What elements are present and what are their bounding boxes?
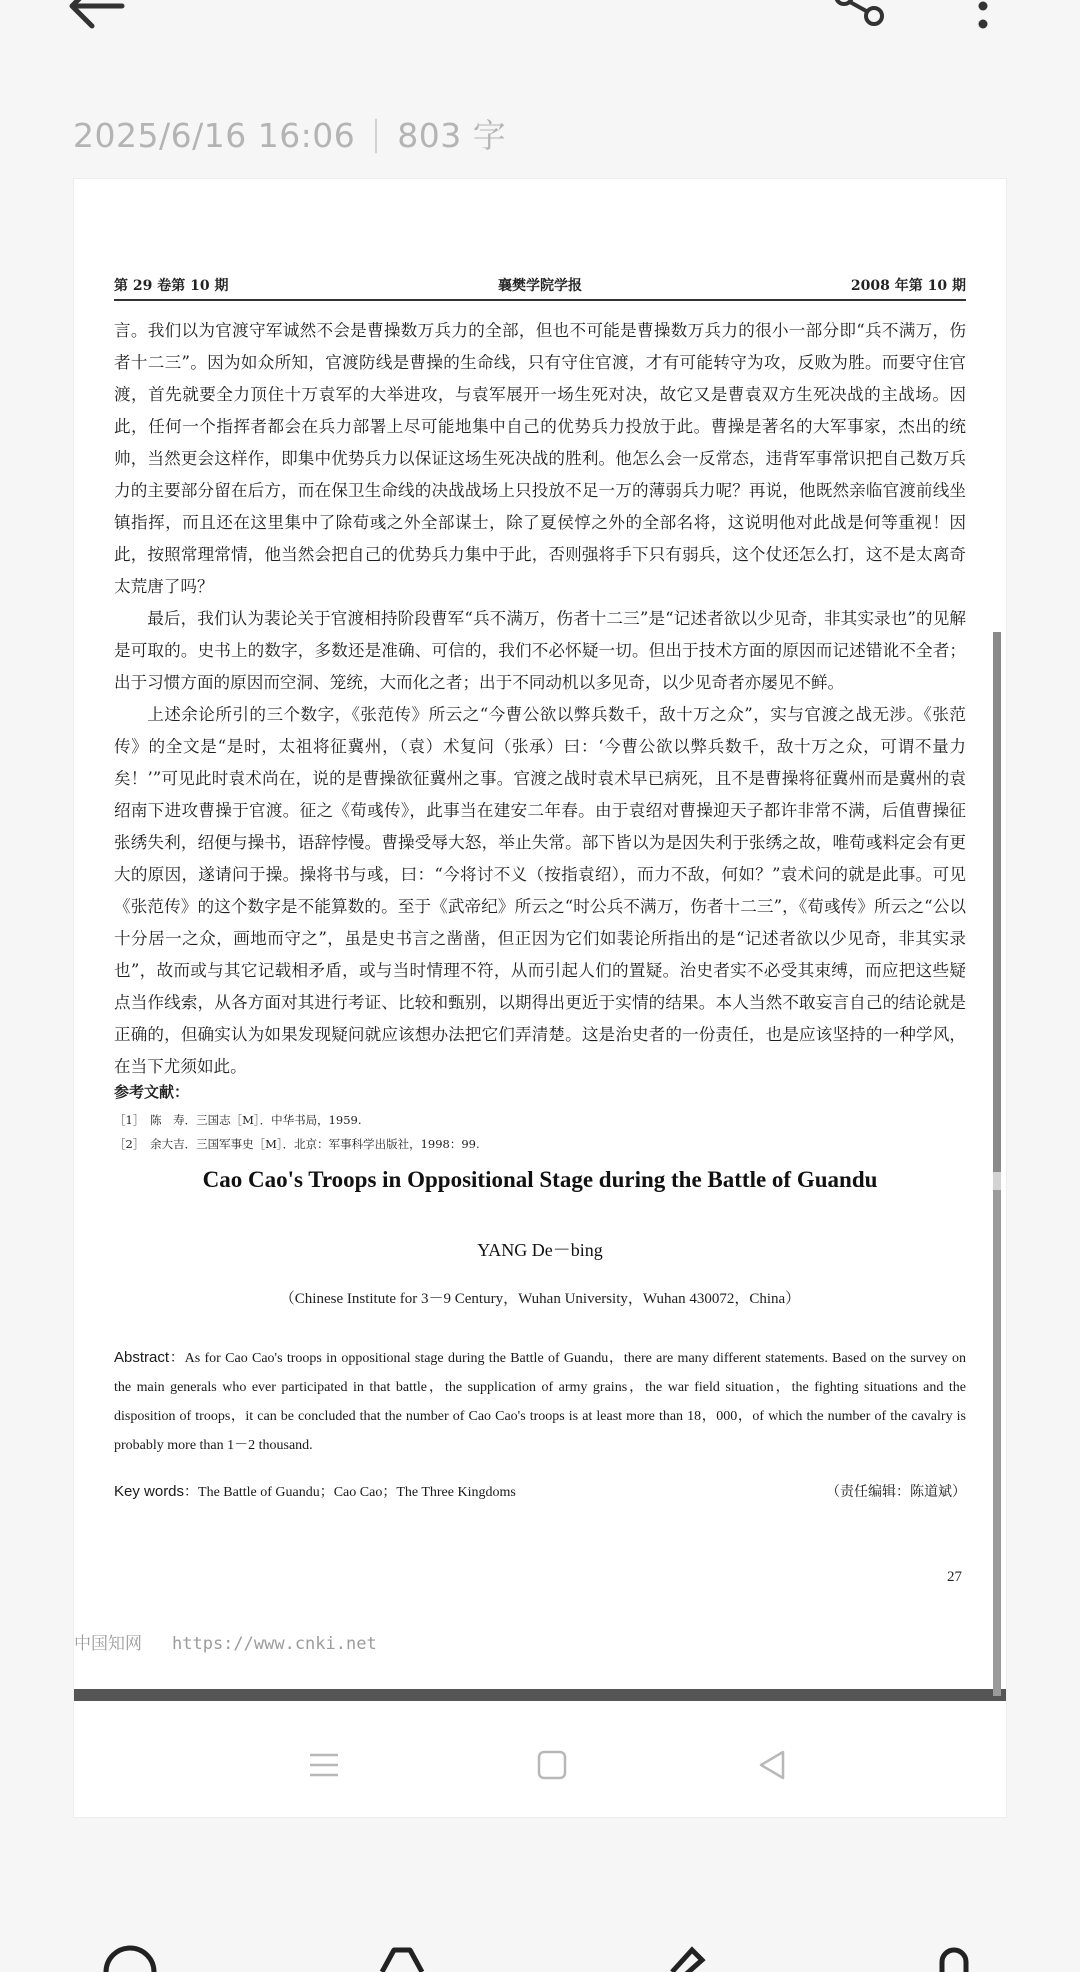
running-head-issue: 2008 年第 10 期 <box>850 278 966 294</box>
watermark-url: https://www.cnki.net <box>172 1634 377 1654</box>
keywords-text: ：The Battle of Guandu；Cao Cao；The Three Kingdoms <box>184 1485 516 1500</box>
english-author: YANG De－bing <box>477 1240 603 1260</box>
scrollbar-thumb[interactable] <box>993 632 1001 1172</box>
paragraph: 最后，我们认为裴论关于官渡相持阶段曹军“兵不满万，伤者十二三”是“记述者欲以少见奇，非其实录也”的见解是可取的。史书上的数字，多数还是准确、可信的，我们不必怀疑一切。但出于技术方面的原因而记述错讹不全者；出于习惯方面的原因而空洞、笼统，大而化之者；出于不同动机以多见奇，以少见奇者亦屡见不鲜。 <box>114 609 966 692</box>
document-page <box>74 179 1006 1702</box>
body-text <box>114 315 966 1083</box>
circle-icon[interactable] <box>100 1942 160 1972</box>
header-rule <box>114 299 966 301</box>
share-icon[interactable] <box>830 0 890 34</box>
pen-icon[interactable] <box>654 1942 714 1972</box>
reference-item: ［1］ 陈 寿．三国志［M］．中华书局，1959. <box>114 1113 362 1127</box>
watermark-cn: 中国知网 <box>74 1634 142 1654</box>
meta-divider <box>375 119 377 153</box>
keywords-label: Key words <box>114 1483 185 1500</box>
embedded-nav-bar <box>74 1707 1006 1817</box>
abstract-label: Abstract <box>114 1349 170 1366</box>
running-head-journal: 襄樊学院学报 <box>498 278 582 294</box>
lock-icon[interactable] <box>924 1942 984 1972</box>
watermark <box>74 1629 377 1654</box>
references-title: 参考文献： <box>114 1083 190 1101</box>
arrow-left-icon[interactable] <box>66 0 126 34</box>
top-toolbar <box>0 0 1080 60</box>
running-head-volume: 第 29 卷第 10 期 <box>114 278 229 294</box>
page-bottom-edge <box>74 1689 1006 1701</box>
shirt-icon[interactable] <box>372 1942 432 1972</box>
abstract-text: ：As for Cao Cao's troops in oppositional stage during the Battle of Guandu，there are many different statements. Based on the survey on the main generals who ever participated in that battle，the supplication of army grains，the war field situation，the fighting situations and the disposition of troops，it can be concluded that the number of Cao Cao's troops is at least more than 18，000，of which the number of the cavalry is probably more than 1－2 thousand. <box>114 1351 966 1453</box>
note-word-count: 803 字 <box>397 116 507 155</box>
references <box>114 1081 966 1156</box>
square-home-icon[interactable] <box>534 1747 570 1783</box>
english-affiliation: （Chinese Institute for 3－9 Century，Wuhan University，Wuhan 430072，China） <box>279 1291 801 1307</box>
scrollbar-lower <box>993 1190 1001 1696</box>
document-viewer[interactable] <box>73 178 1007 1818</box>
triangle-back-icon[interactable] <box>754 1747 790 1783</box>
page-number: 27 <box>947 1569 962 1585</box>
paragraph: 言。我们以为官渡守军诚然不会是曹操数万兵力的全部，但也不可能是曹操数万兵力的很小一部分即“兵不满万，伤者十二三”。因为如众所知，官渡防线是曹操的生命线，只有守住官渡，才有可能转守为攻，反败为胜。而要守住官渡，首先就要全力顶住十万袁军的大举进攻，与袁军展开一场生死对决，故它又是曹袁双方生死决战的主战场。因此，任何一个指挥者都会在兵力部署上尽可能地集中自己的优势兵力投放于此。曹操是著名的大军事家，杰出的统帅，当然更会这样作，即集中优势兵力以保证这场生死决战的胜利。他怎么会一反常态，违背军事常识把自己数万兵力的主要部分留在后方，而在保卫生命线的决战战场上只投放不足一万的薄弱兵力呢？再说，他既然亲临官渡前线坐镇指挥，而且还在这里集中了除荀彧之外全部谋士，除了夏侯惇之外的全部名将，这说明他对此战是何等重视！因此，按照常理常情，他当然会把自己的优势兵力集中于此，否则强将手下只有弱兵，这个仗还怎么打，这不是太离奇太荒唐了吗？ <box>114 321 966 596</box>
english-title: Cao Cao's Troops in Oppositional Stage during the Battle of Guandu <box>202 1167 878 1192</box>
note-datetime: 2025/6/16 16:06 <box>73 116 356 155</box>
english-abstract <box>114 1343 966 1460</box>
reference-item: ［2］ 余大吉．三国军事史［M］．北京：军事科学出版社，1998：99. <box>114 1137 480 1151</box>
menu-icon[interactable] <box>306 1747 342 1783</box>
more-vertical-icon[interactable] <box>968 0 998 34</box>
note-meta <box>73 110 506 157</box>
bottom-action-bar <box>0 1900 1080 1964</box>
paragraph: 上述余论所引的三个数字，《张范传》所云之“今曹公欲以弊兵数千，敌十万之众”，实与官渡之战无涉。《张范传》的全文是“是时，太祖将征冀州，（袁）术复问（张承）曰：‘今曹公欲以弊兵数千，敌十万之众，可谓不量力矣！’”可见此时袁术尚在，说的是曹操欲征冀州之事。官渡之战时袁术早已病死，且不是曹操将征冀州而是冀州的袁绍南下进攻曹操于官渡。征之《荀彧传》，此事当在建安二年春。由于袁绍对曹操迎天子都许非常不满，后值曹操征张绣失利，绍便与操书，语辞悖慢。曹操受辱大怒，举止失常。部下皆以为是因失利于张绣之故，唯荀彧料定会有更大的原因，遂请问于操。操将书与彧，曰：“今将讨不义（按指袁绍），而力不敌，何如？”袁术问的就是此事。可见《张范传》的这个数字是不能算数的。至于《武帝纪》所云之“时公兵不满万，伤者十二三”，《荀彧传》所云之“公以十分居一之众，画地而守之”，虽是史书言之凿凿，但正因为它们如裴论所指出的是“记述者欲以少见奇，非其实录也”，故而或与其它记载相矛盾，或与当时情理不符，从而引起人们的置疑。治史者实不必受其束缚，而应把这些疑点当作线索，从各方面对其进行考证、比较和甄别，以期得出更近于实情的结果。本人当然不敢妄言自己的结论就是正确的，但确实认为如果发现疑问就应该想办法把它们弄清楚。这是治史者的一份责任，也是应该坚持的一种学风，在当下尤须如此。 <box>114 705 966 1076</box>
english-keywords <box>114 1481 966 1501</box>
editor-note: （责任编辑：陈道斌） <box>826 1484 966 1500</box>
